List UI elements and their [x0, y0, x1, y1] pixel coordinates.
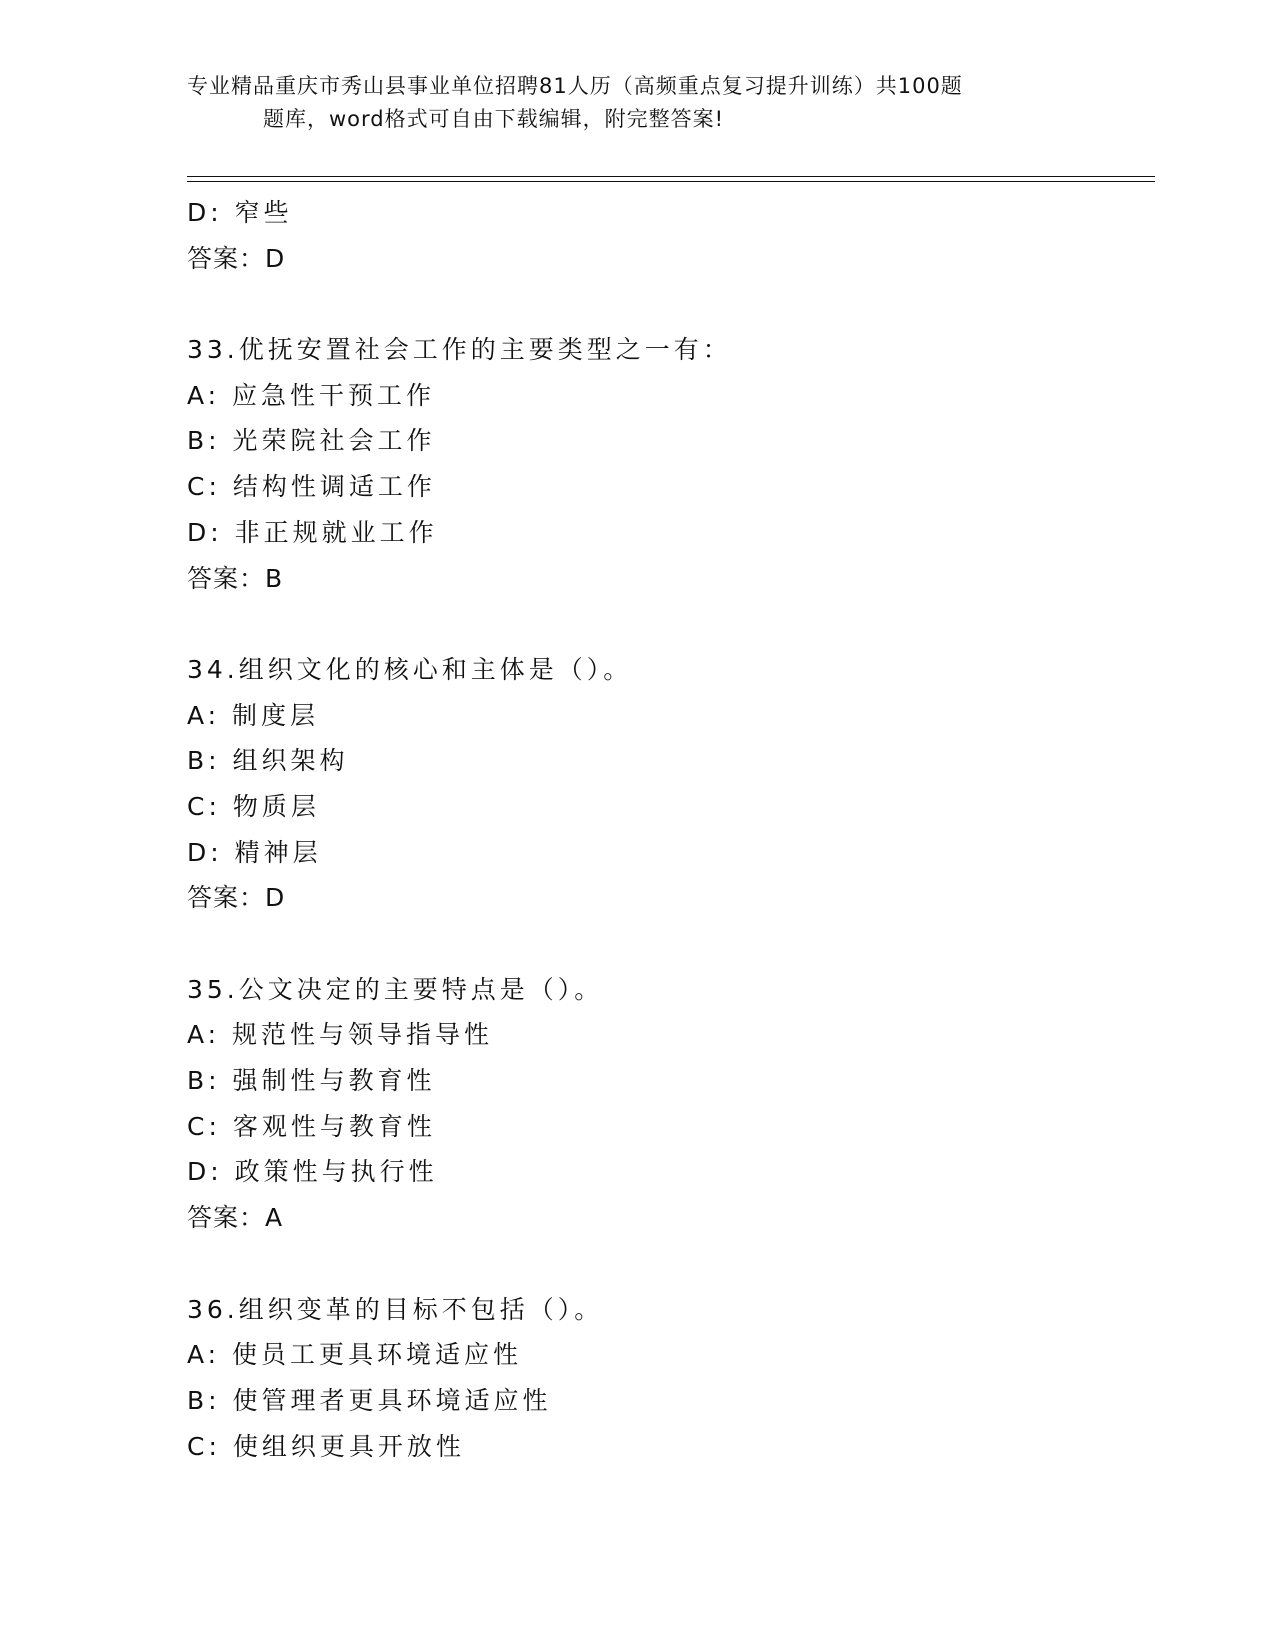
answer: 答案：A	[187, 1203, 284, 1233]
option-a: A: 应急性干预工作	[187, 380, 436, 410]
spacer	[187, 281, 1147, 327]
question-stem: 33.优抚安置社会工作的主要类型之一有：	[187, 335, 732, 365]
answer: 答案：B	[187, 563, 284, 593]
option-d: D: 非正规就业工作	[187, 517, 438, 547]
spacer	[187, 601, 1147, 647]
header-title-line1: 专业精品重庆市秀山县事业单位招聘81人历（高频重点复习提升训练）共100题	[187, 74, 963, 98]
question-35	[187, 967, 1147, 1241]
option-c: C: 客观性与教育性	[187, 1111, 436, 1141]
question-34	[187, 647, 1147, 921]
question-list	[187, 190, 1147, 1469]
option-b: B: 使管理者更具环境适应性	[187, 1385, 552, 1415]
answer: 答案：D	[187, 243, 286, 273]
option-a: A: 规范性与领导指导性	[187, 1020, 494, 1050]
option-a: A: 使员工更具环境适应性	[187, 1340, 523, 1370]
option-c: C: 使组织更具开放性	[187, 1431, 465, 1461]
question-stem: 36.组织变革的目标不包括（）。	[187, 1294, 604, 1324]
option-c: C: 物质层	[187, 791, 320, 821]
option-b: B: 强制性与教育性	[187, 1066, 436, 1096]
question-36	[187, 1287, 1147, 1470]
option-d: D: 精神层	[187, 837, 322, 867]
question-33	[187, 327, 1147, 601]
option-d: D: 政策性与执行性	[187, 1157, 438, 1187]
spacer	[187, 921, 1147, 967]
header-rule-top	[187, 176, 1155, 177]
document-header	[187, 70, 1087, 136]
question-stem: 35.公文决定的主要特点是（）。	[187, 974, 604, 1004]
header-title-line2: 题库，word格式可自由下载编辑，附完整答案!	[263, 107, 725, 131]
answer: 答案：D	[187, 883, 286, 913]
option-b: B: 组织架构	[187, 746, 349, 776]
option-a: A: 制度层	[187, 700, 320, 730]
option-c: C: 结构性调适工作	[187, 472, 436, 502]
option-d: D: 窄些	[187, 198, 293, 227]
option-b: B: 光荣院社会工作	[187, 426, 436, 456]
spacer	[187, 1241, 1147, 1287]
question-stem: 34.组织文化的核心和主体是（）。	[187, 654, 633, 684]
header-rule-bottom	[187, 181, 1155, 182]
